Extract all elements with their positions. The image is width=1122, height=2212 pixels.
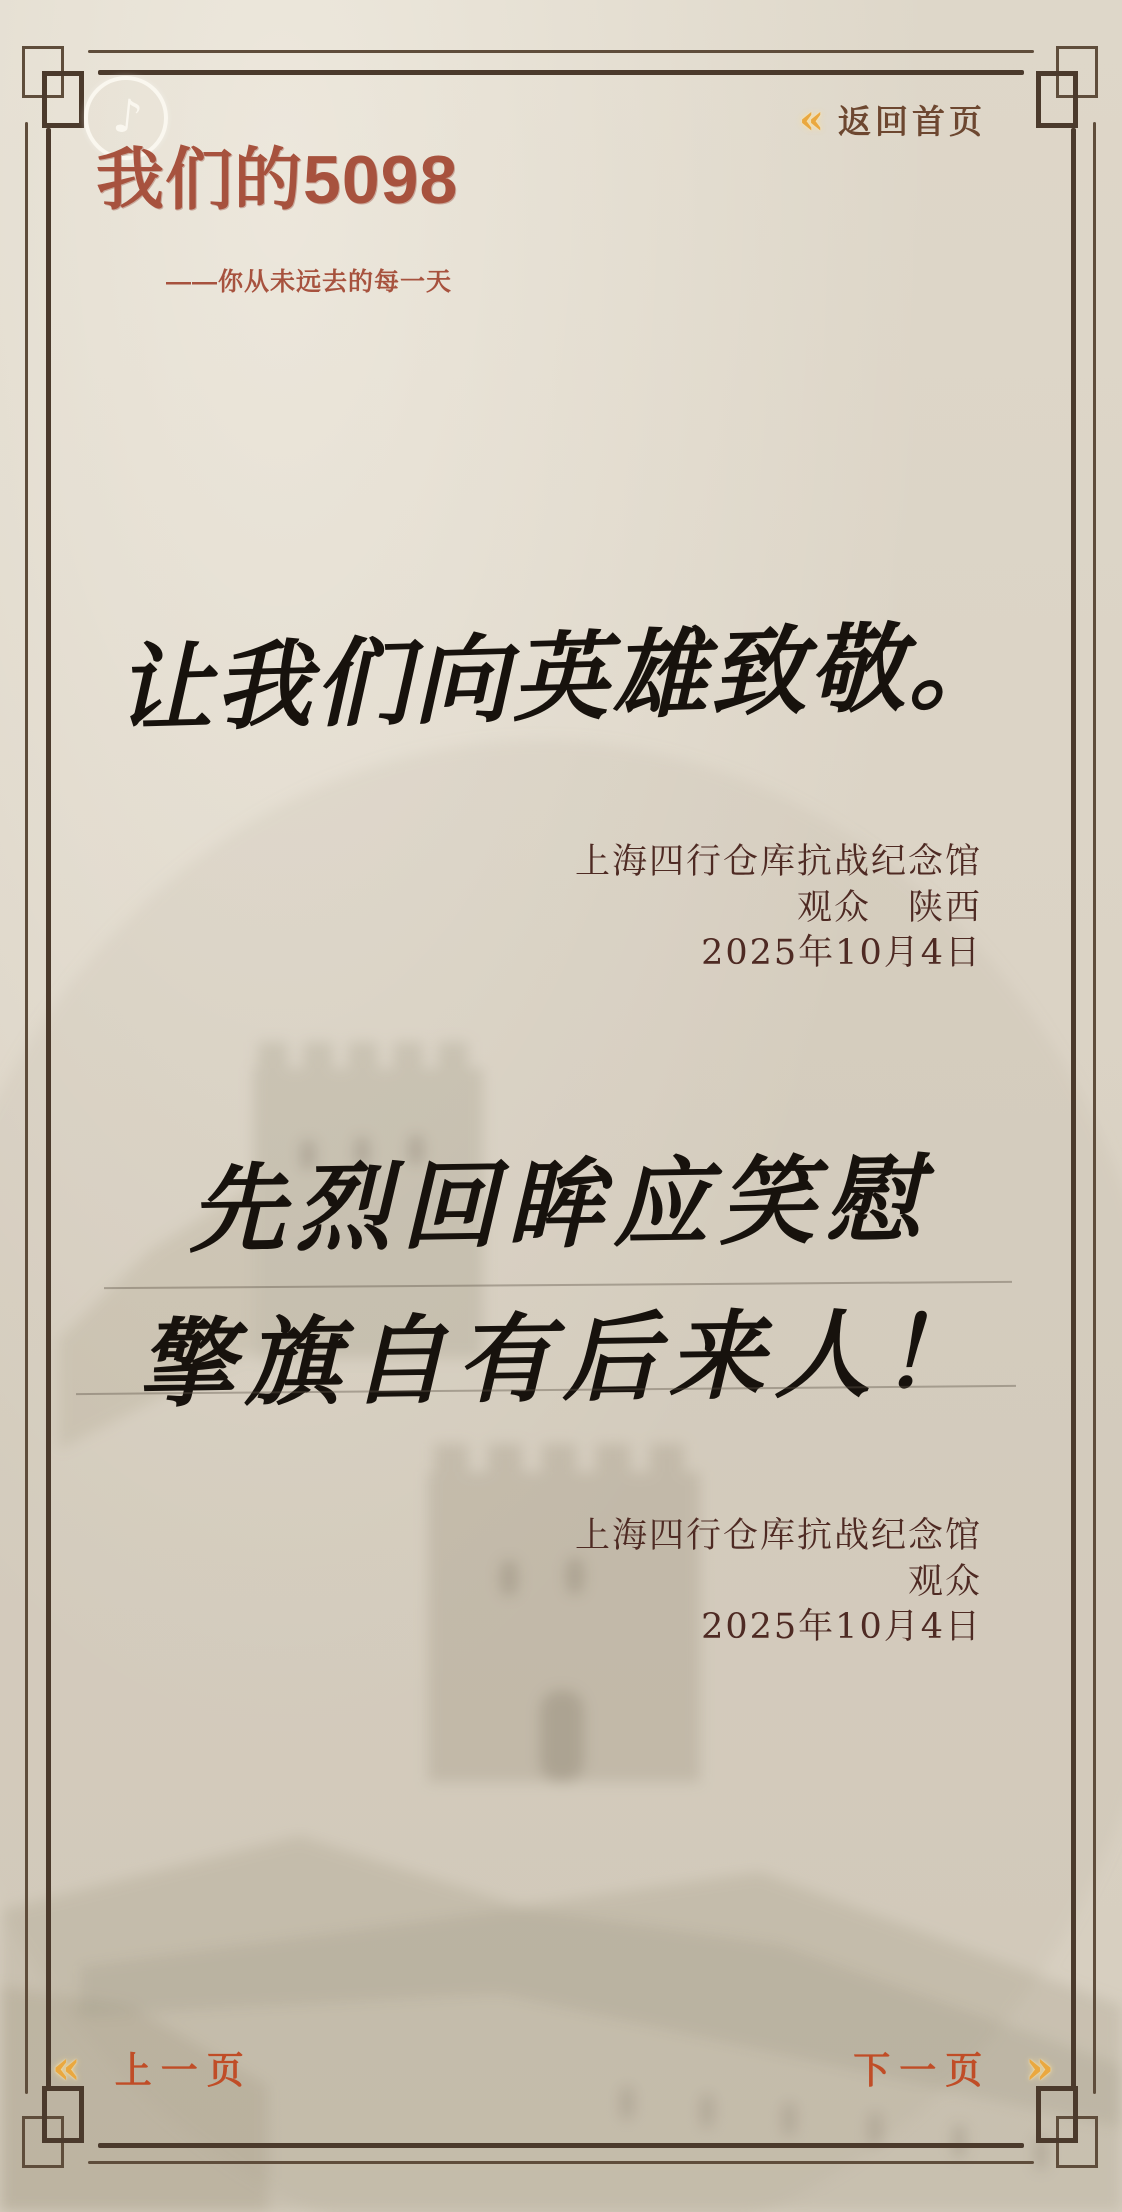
attribution-signer: 观众 陕西 (796, 887, 982, 928)
attribution-block-2 (575, 1514, 982, 1651)
corner-ornament (1038, 2088, 1098, 2168)
frame-line (1093, 122, 1096, 2094)
handwritten-message-1: 让我们向英雄致敬。 (114, 608, 1009, 747)
double-chevron-right-icon: » (1025, 2039, 1054, 2094)
handwritten-message-2-line-1: 先烈回眸应笑慰 (188, 1142, 932, 1267)
back-to-home-label: 返回首页 (838, 102, 986, 141)
frame-line (98, 2143, 1024, 2148)
frame-line (88, 2161, 1034, 2164)
previous-page-label: 上一页 (114, 2048, 253, 2092)
frame-line (98, 70, 1024, 75)
previous-page-button[interactable] (52, 2040, 253, 2094)
next-page-button[interactable] (853, 2040, 1054, 2094)
site-logo-subtitle: ——你从未远去的每一天 (166, 268, 453, 296)
double-chevron-left-icon: « (799, 95, 824, 143)
corner-ornament (22, 46, 82, 126)
frame-line (25, 122, 28, 2094)
music-note-icon: ♪ (110, 87, 146, 145)
attribution-date: 2025年10月4日 (701, 933, 982, 973)
attribution-block-1 (575, 840, 982, 977)
attribution-venue: 上海四行仓库抗战纪念馆 (574, 1516, 982, 1556)
handwritten-message-2-line-2: 擎旗自有后来人！ (137, 1295, 987, 1421)
attribution-venue: 上海四行仓库抗战纪念馆 (574, 842, 982, 882)
corner-ornament (1038, 46, 1098, 126)
attribution-date: 2025年10月4日 (701, 1607, 982, 1647)
corner-ornament (22, 2088, 82, 2168)
frame-line (88, 50, 1034, 53)
double-chevron-left-icon: « (52, 2039, 81, 2094)
site-logo-title: 我们的5098 (96, 142, 459, 218)
next-page-label: 下一页 (853, 2048, 992, 2092)
back-to-home-link[interactable] (799, 96, 986, 143)
attribution-signer: 观众 (907, 1561, 982, 1602)
frame-line (1071, 128, 1076, 2088)
frame-line (46, 128, 51, 2088)
